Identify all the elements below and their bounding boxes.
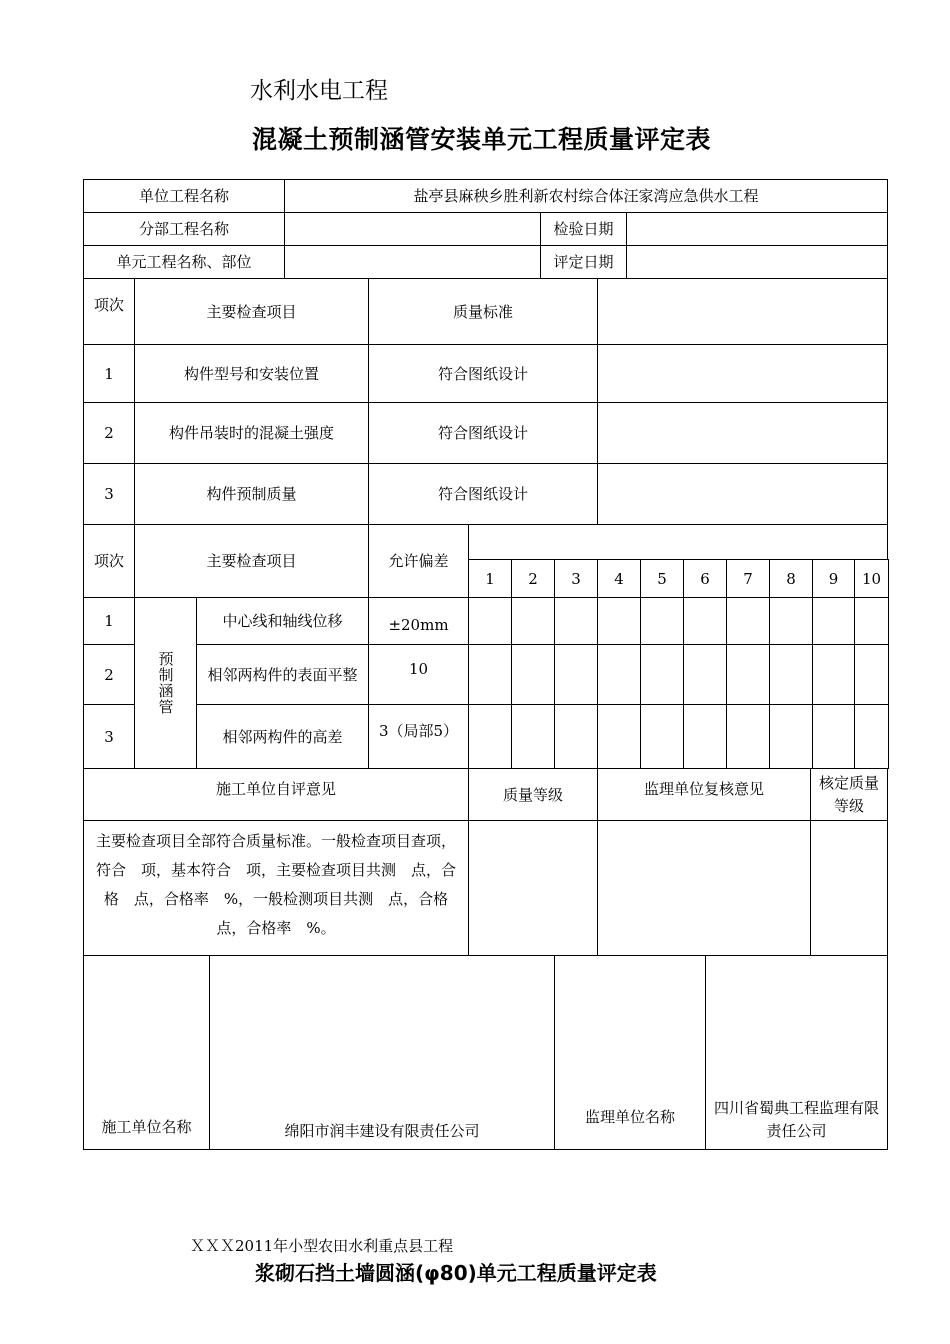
- main-col-standard: 质量标准: [368, 278, 598, 345]
- measured-value-cell: [812, 704, 855, 769]
- main-row-item: 构件型号和安装位置: [134, 344, 369, 403]
- measured-point-header: 4: [597, 559, 641, 598]
- measured-point-header: 2: [511, 559, 555, 598]
- measured-point-header: 1: [468, 559, 512, 598]
- main-row-standard: 符合图纸设计: [368, 402, 598, 464]
- measured-value-cell: [854, 704, 889, 769]
- measured-value-cell: [468, 644, 512, 705]
- measured-value-cell: [683, 644, 727, 705]
- measured-value-cell: [726, 597, 770, 645]
- measured-value-cell: [597, 597, 641, 645]
- main-col-result: [597, 278, 888, 345]
- measured-point-header: 8: [769, 559, 813, 598]
- general-row-tolerance: ±20mm: [368, 597, 469, 645]
- supervisor-unit-value: 四川省蜀典工程监理有限责任公司: [705, 955, 888, 1150]
- main-row-result: [597, 463, 888, 525]
- sub-project-value: [284, 212, 541, 246]
- measured-value-cell: [812, 644, 855, 705]
- main-col-no: 项次: [83, 278, 135, 345]
- measured-points-header: [468, 524, 888, 560]
- measured-value-cell: [683, 597, 727, 645]
- inspect-date-label: 检验日期: [540, 212, 627, 246]
- unit-project-label: 单位工程名称: [83, 179, 285, 213]
- main-col-item: 主要检查项目: [134, 278, 369, 345]
- self-assessment-text: 主要检查项目全部符合质量标准。一般检查项目查项，符合 项，基本符合 项，主要检查项目共测 点，合格 点，合格率 %，一般检测项目共测 点，合格 点，合格率 %。: [83, 820, 469, 956]
- grade-label: 质量等级: [468, 768, 598, 821]
- measured-value-cell: [640, 597, 684, 645]
- main-row-item: 构件吊装时的混凝土强度: [134, 402, 369, 464]
- main-row-standard: 符合图纸设计: [368, 344, 598, 403]
- main-row-no: 1: [83, 344, 135, 403]
- measured-value-cell: [554, 704, 598, 769]
- supervisor-opinion-label: 监理单位复核意见: [597, 768, 811, 821]
- measured-value-cell: [769, 644, 813, 705]
- general-col-item: 主要检查项目: [134, 524, 369, 598]
- general-col-no: 项次: [83, 524, 135, 598]
- measured-value-cell: [769, 597, 813, 645]
- measured-value-cell: [812, 597, 855, 645]
- measured-value-cell: [726, 704, 770, 769]
- measured-point-header: 3: [554, 559, 598, 598]
- measured-value-cell: [769, 704, 813, 769]
- general-row-no: 2: [83, 644, 135, 705]
- main-row-no: 2: [83, 402, 135, 464]
- measured-value-cell: [511, 704, 555, 769]
- measured-value-cell: [854, 597, 889, 645]
- measured-value-cell: [597, 704, 641, 769]
- inspect-date-value: [626, 212, 888, 246]
- document-title: 混凝土预制涵管安装单元工程质量评定表: [252, 125, 712, 154]
- element-value: [284, 245, 541, 279]
- general-row-item: 相邻两构件的高差: [196, 704, 369, 769]
- next-page-title: 浆砌石挡土墙圆涵(φ80)单元工程质量评定表: [255, 1261, 657, 1285]
- general-row-no: 1: [83, 597, 135, 645]
- measured-value-cell: [468, 704, 512, 769]
- main-row-result: [597, 402, 888, 464]
- self-assessment-label: 施工单位自评意见: [83, 768, 469, 821]
- measured-value-cell: [640, 644, 684, 705]
- construction-unit-label: 施工单位名称: [83, 955, 210, 1150]
- measured-point-header: 5: [640, 559, 684, 598]
- main-row-result: [597, 344, 888, 403]
- construction-unit-value: 绵阳市润丰建设有限责任公司: [209, 955, 555, 1150]
- measured-value-cell: [726, 644, 770, 705]
- main-row-standard: 符合图纸设计: [368, 463, 598, 525]
- measured-point-header: 7: [726, 559, 770, 598]
- assess-date-value: [626, 245, 888, 279]
- measured-value-cell: [683, 704, 727, 769]
- measured-point-header: 6: [683, 559, 727, 598]
- measured-value-cell: [511, 597, 555, 645]
- supervisor-opinion-value: [597, 820, 811, 956]
- verified-grade-value: [810, 820, 888, 956]
- main-row-no: 3: [83, 463, 135, 525]
- group-label: 预制涵管: [156, 651, 175, 715]
- measured-value-cell: [597, 644, 641, 705]
- general-row-tolerance: 3（局部5）: [368, 704, 469, 769]
- grade-value: [468, 820, 598, 956]
- document-subtitle: 水利水电工程: [250, 78, 388, 104]
- measured-value-cell: [511, 644, 555, 705]
- general-row-item: 相邻两构件的表面平整: [196, 644, 369, 705]
- next-page-project-line: ＸＸＸ2011年小型农田水利重点县工程: [190, 1237, 454, 1255]
- measured-value-cell: [640, 704, 684, 769]
- measured-point-header: 10: [854, 559, 889, 598]
- main-row-item: 构件预制质量: [134, 463, 369, 525]
- supervisor-unit-label: 监理单位名称: [554, 955, 706, 1150]
- measured-value-cell: [468, 597, 512, 645]
- measured-value-cell: [554, 597, 598, 645]
- general-col-tolerance: 允许偏差: [368, 524, 469, 598]
- general-row-tolerance: 10: [368, 644, 469, 705]
- group-label-cell: [134, 597, 197, 769]
- general-row-item: 中心线和轴线位移: [196, 597, 369, 645]
- measured-value-cell: [854, 644, 889, 705]
- measured-value-cell: [554, 644, 598, 705]
- sub-project-label: 分部工程名称: [83, 212, 285, 246]
- assess-date-label: 评定日期: [540, 245, 627, 279]
- measured-point-header: 9: [812, 559, 855, 598]
- unit-project-value: 盐亭县麻秧乡胜利新农村综合体汪家湾应急供水工程: [284, 179, 888, 213]
- general-row-no: 3: [83, 704, 135, 769]
- element-label: 单元工程名称、部位: [83, 245, 285, 279]
- verified-grade-label: 核定质量等级: [810, 768, 888, 821]
